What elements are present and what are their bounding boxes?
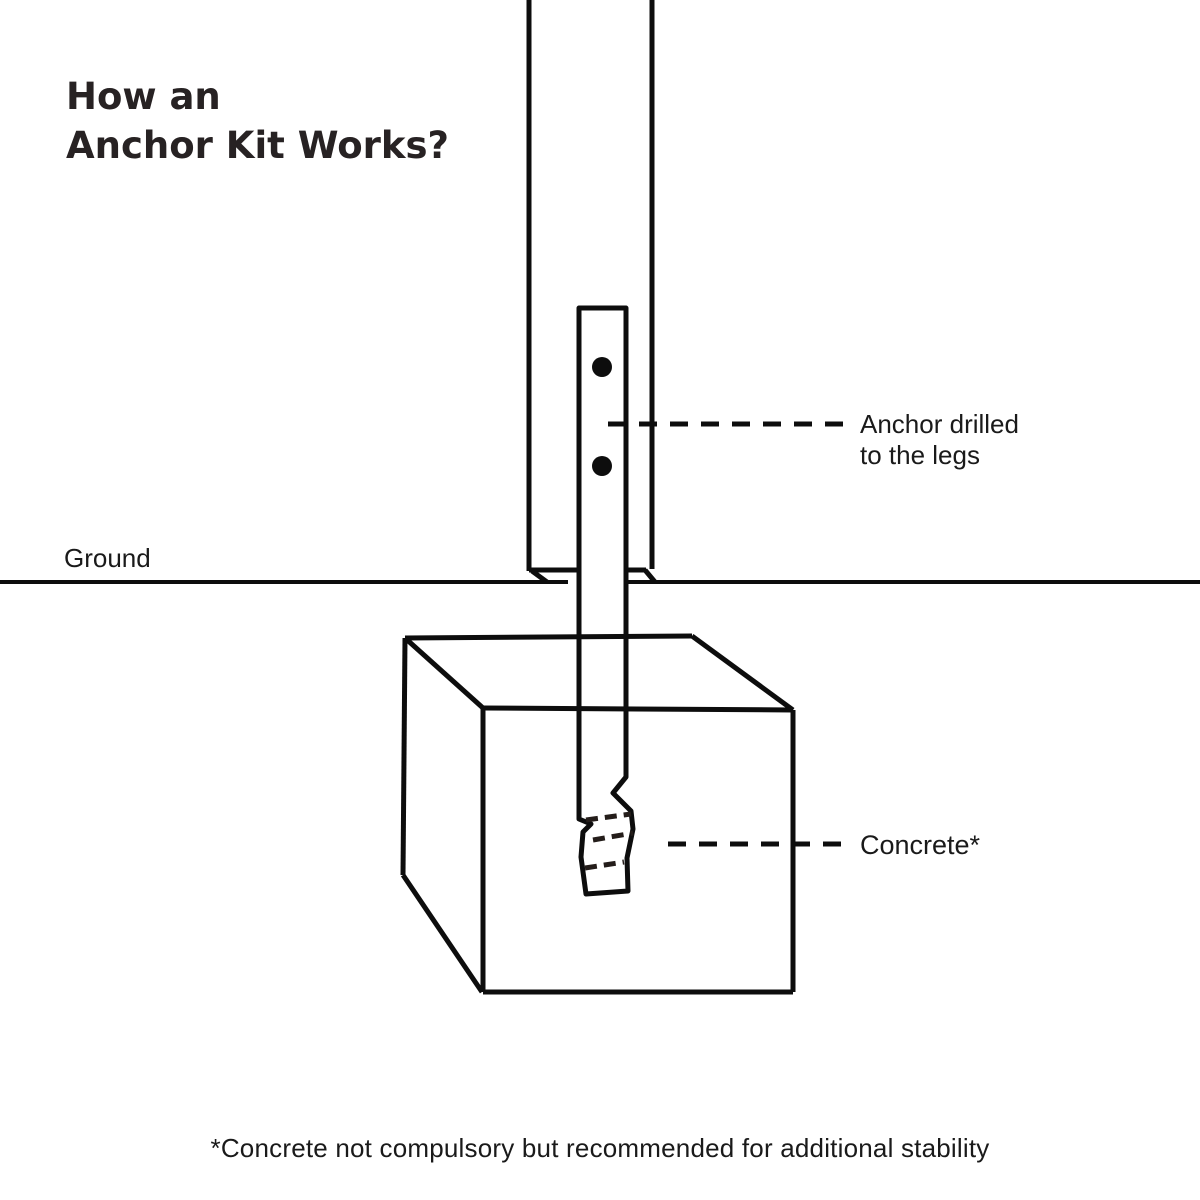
bend-mark-2 <box>593 833 633 840</box>
cube-back-left-edge <box>403 638 405 875</box>
title-line-2: Anchor Kit Works? <box>66 124 449 167</box>
anchor-annotation-line-2: to the legs <box>860 440 980 470</box>
concrete-annotation: Concrete* <box>860 830 981 860</box>
anchor-plate <box>579 308 633 894</box>
bolt-dot-bottom <box>592 456 612 476</box>
cube-bottom-left-diagonal <box>403 875 482 992</box>
cube-back-top-edge <box>405 636 692 638</box>
footnote: *Concrete not compulsory but recommended for additional stability <box>210 1133 990 1163</box>
cube-top-left-diagonal <box>405 638 483 708</box>
anchor-bolts <box>592 357 612 476</box>
bolt-dot-top <box>592 357 612 377</box>
bend-mark-3 <box>585 862 624 868</box>
anchor-annotation-line-1: Anchor drilled <box>860 409 1019 439</box>
title-line-1: How an <box>66 75 221 118</box>
concrete-block <box>403 636 793 992</box>
cube-front-top-edge <box>483 708 793 710</box>
page-title <box>66 72 449 170</box>
bend-mark-1 <box>586 814 631 820</box>
ground-label: Ground <box>64 543 151 573</box>
table-leg <box>529 0 655 582</box>
cube-top-right-diagonal <box>692 636 793 710</box>
anchor-annotation <box>860 409 1019 471</box>
